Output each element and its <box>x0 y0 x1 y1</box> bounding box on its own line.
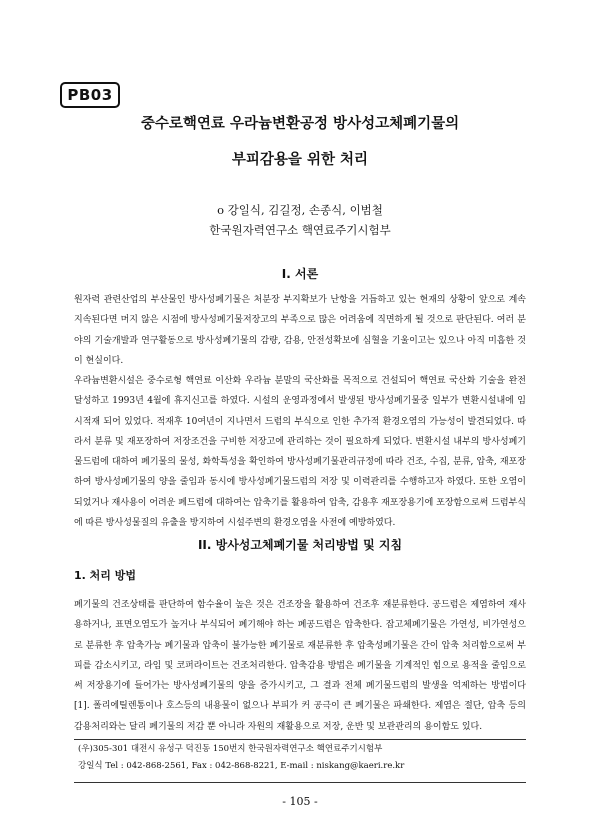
section-heading-introduction: I. 서론 <box>281 267 319 281</box>
paper-title-line1: 중수로핵연료 우라늄변환공정 방사성고체폐기물의 <box>140 116 460 132</box>
methods-paragraph-1: 폐기물의 건조상태를 판단하여 함수율이 높은 것은 건조장을 활용하여 건조후 재분류한다. 공드럼은 제염하여 재사용하거나, 표면오염도가 높거나 부식되어 폐기해야 하는 폐공드럼은 압축한다. 잡고체폐기물은 가연성, 비가연성으로 분류한 후 압축가능 폐기물과 압축이 불가능한 폐기물로 재분류한 후 압축성폐기물은 간이 압축 처리함으로써 부피를 감소시키고, 라임 및 코퍼라이트는 건조처리한다. 압축감용 방법은 폐기물을 기계적인 힘으로 용적을 줄임으로써 저장용기에 들어가는 방사성폐기물의 양을 증가시키고, 그 결과 전체 폐기물드럼의 발생을 억제하는 방법이다[1]. 폴리에틸렌통이나 호스등의 내용물이 없으나 부피가 커 공극이 큰 폐기물은 파쇄한다. 제염은 절단, 압축 등의 감용처리와는 달리 폐기물의 저감 뿐 아니라 자원의 재활용으로 저장, 운반 및 보관관리의 용이함도 있다. <box>74 600 526 732</box>
intro-paragraph-2: 우라늄변환시설은 중수로형 핵연료 이산화 우라늄 분말의 국산화를 목적으로 건설되어 핵연료 국산화 기술을 완전 달성하고 1993년 4월에 휴지신고를 하였다. 시설의 운영과정에서 발생된 방사성폐기물중 일부가 변환시설내에 임시적재 되어 있었다. 적재후 10여년이 지나면서 드럼의 부식으로 인한 추가적 환경오염의 가능성이 발견되었다. 따라서 분류 및 재포장하여 저장조건을 구비한 저장고에 관리하는 것이 필요하게 되었다. 변환시설 내부의 방사성폐기물드럼에 대하여 폐기물의 물성, 화학특성을 확인하여 방사성폐기물관리규정에 따라 건조, 수집, 분류, 압축, 재포장하여 방사성폐기물의 양을 줄임과 동시에 방사성폐기물드럼의 저장 및 이력관리를 수행하고자 하였다. 또한 오염이 되었거나 재사용이 어려운 폐드럼에 대하여는 압축기를 활용하여 압축, 감용후 재포장용기에 포장함으로써 드럼부식에 따른 방사성물질의 유출을 방지하여 시설주변의 환경오염을 사전에 예방하였다. <box>74 376 526 529</box>
author-list: o 강일식, 김길정, 손종식, 이범철 <box>217 203 383 217</box>
page-number: - 105 - <box>282 795 318 808</box>
section-heading-methods: II. 방사성고체폐기물 처리방법 및 지침 <box>197 538 403 552</box>
author-affiliation: 한국원자력연구소 핵연료주기시험부 <box>209 223 391 237</box>
footnote-divider-top <box>74 739 526 740</box>
subsection-heading-treatment: 1. 처리 방법 <box>74 569 136 582</box>
footnote-address: (우)305-301 대전시 유성구 덕진동 150번지 한국원자력연구소 핵연료주기시험부 <box>78 744 383 754</box>
paper-title-line2: 부피감용을 위한 처리 <box>231 152 369 168</box>
footnote-divider-bottom <box>74 782 526 783</box>
footnote-contact: 강일식 Tel : 042-868-2561, Fax : 042-868-8221, E-mail : niskang@kaeri.re.kr <box>78 761 405 771</box>
paper-code-box: PB03 <box>60 82 120 108</box>
intro-paragraph-1: 원자력 관련산업의 부산물인 방사성폐기물은 처분장 부지확보가 난항을 거듭하고 있는 현재의 상황이 앞으로 계속 지속된다면 머지 않은 시점에 방사성폐기물저장고의 부족으로 많은 어려움에 직면하게 될 것으로 판단된다. 여러 분야의 기술개발과 연구활동으로 방사성폐기물의 감량, 감용, 안전성확보에 심혈을 기울이고는 있으나 아직 미흡한 것이 현실이다. <box>74 295 526 366</box>
